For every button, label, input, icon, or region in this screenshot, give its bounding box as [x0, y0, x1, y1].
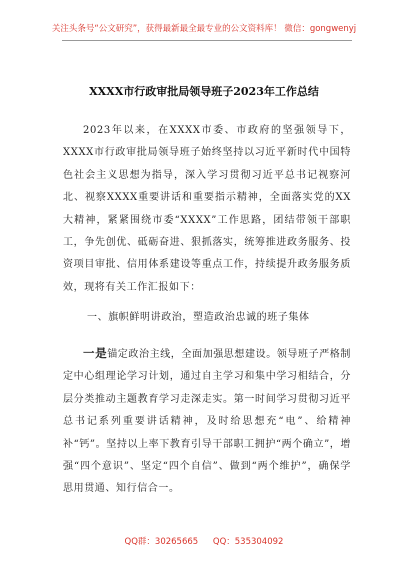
- promo-header: 关注头条号“公文研究”，获得最新最全最专业的公文资料库！ 微信：gongwenyj: [51, 24, 357, 34]
- section-lead: 一是: [83, 346, 108, 360]
- section-paragraph: [63, 342, 351, 501]
- intro-paragraph: 2023年以来，在XXXX市委、市政府的坚强领导下，XXXX市行政审批局领导班子始终坚持以习近平新时代中国特色社会主义思想为指导，深入学习贯彻习近平总书记视察河北、视察XXXX重要讲话和重要指示精神，全面落实党的XX大精神，紧紧围绕市委“XXXX”工作思路，团结带领干部职工，争先创优、砥砺奋进、狠抓落实，统筹推进政务服务、投资项目审批、信用体系建设等重点工作，持续提升政务服务质效，现将有关工作汇报如下：: [63, 125, 351, 293]
- qq-number: QQ：535304092: [212, 537, 284, 547]
- section-body: 锚定政治主线，全面加强思想建设。领导班子严格制定中心组理论学习计划，通过自主学习和集中学习相结合，分层分类推动主题教育学习走深走实。第一时间学习贯彻习近平总书记系列重要讲话精神，及时给思想充“电”、给精神补“钙”。坚持以上率下教育引导干部职工拥护“两个确立”，增强“四个意识”、坚定“四个自信”、做到“两个维护”，确保学思用贯通、知行信合一。: [63, 349, 352, 495]
- document-title: XXXX市行政审批局领导班子2023年工作总结: [89, 85, 319, 98]
- qq-group-number: QQ群：30265665: [124, 537, 199, 547]
- header-divider: [62, 40, 352, 41]
- section-heading: 一、旗帜鲜明讲政治，塑造政治忠诚的班子集体: [87, 312, 310, 323]
- contact-footer: [0, 535, 408, 547]
